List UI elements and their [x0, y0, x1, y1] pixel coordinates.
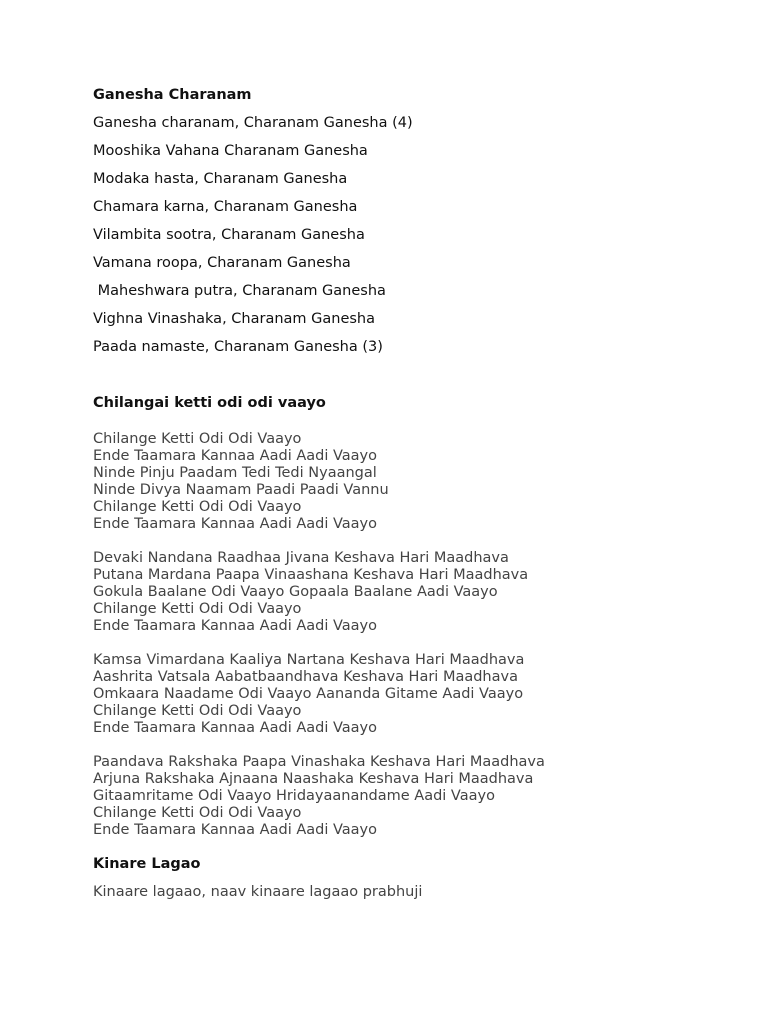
lyric-line: Ninde Pinju Paadam Tedi Tedi Nyaangal — [93, 465, 377, 481]
text-line: Mooshika Vahana Charanam Ganesha — [93, 143, 368, 159]
lyric-line: Gitaamritame Odi Vaayo Hridayaanandame Aadi Vaayo — [93, 788, 495, 804]
lyric-line: Chilange Ketti Odi Odi Vaayo — [93, 805, 302, 821]
section-title: Kinare Lagao — [93, 856, 201, 872]
text-line: Chamara karna, Charanam Ganesha — [93, 199, 358, 215]
lyric-line: Kamsa Vimardana Kaaliya Nartana Keshava Hari Maadhava — [93, 652, 525, 668]
lyric-line: Ende Taamara Kannaa Aadi Aadi Vaayo — [93, 448, 377, 464]
lyric-line: Arjuna Rakshaka Ajnaana Naashaka Keshava Hari Maadhava — [93, 771, 534, 787]
lyric-line: Chilange Ketti Odi Odi Vaayo — [93, 601, 302, 617]
lyric-line: Ende Taamara Kannaa Aadi Aadi Vaayo — [93, 516, 377, 532]
lyric-line: Ende Taamara Kannaa Aadi Aadi Vaayo — [93, 720, 377, 736]
text-line: Maheshwara putra, Charanam Ganesha — [93, 283, 386, 299]
text-line: Paada namaste, Charanam Ganesha (3) — [93, 339, 383, 355]
lyric-line: Chilange Ketti Odi Odi Vaayo — [93, 703, 302, 719]
text-line: Vamana roopa, Charanam Ganesha — [93, 255, 351, 271]
lyric-line: Omkaara Naadame Odi Vaayo Aananda Gitame Aadi Vaayo — [93, 686, 524, 702]
text-line: Modaka hasta, Charanam Ganesha — [93, 171, 348, 187]
lyric-line: Aashrita Vatsala Aabatbaandhava Keshava Hari Maadhava — [93, 669, 518, 685]
lyric-line: Ende Taamara Kannaa Aadi Aadi Vaayo — [93, 618, 377, 634]
section-title: Chilangai ketti odi odi vaayo — [93, 395, 326, 411]
lyric-line: Kinaare lagaao, naav kinaare lagaao prabhuji — [93, 884, 423, 900]
text-line: Vilambita sootra, Charanam Ganesha — [93, 227, 365, 243]
lyric-line: Chilange Ketti Odi Odi Vaayo — [93, 431, 302, 447]
lyric-line: Ninde Divya Naamam Paadi Paadi Vannu — [93, 482, 389, 498]
lyric-line: Devaki Nandana Raadhaa Jivana Keshava Hari Maadhava — [93, 550, 509, 566]
lyric-line: Gokula Baalane Odi Vaayo Gopaala Baalane Aadi Vaayo — [93, 584, 498, 600]
lyric-line: Chilange Ketti Odi Odi Vaayo — [93, 499, 302, 515]
lyric-line: Paandava Rakshaka Paapa Vinashaka Keshava Hari Maadhava — [93, 754, 545, 770]
section-title: Ganesha Charanam — [93, 87, 252, 103]
text-line: Ganesha charanam, Charanam Ganesha (4) — [93, 115, 413, 131]
lyric-line: Putana Mardana Paapa Vinaashana Keshava Hari Maadhava — [93, 567, 529, 583]
text-line: Vighna Vinashaka, Charanam Ganesha — [93, 311, 376, 327]
lyric-line: Ende Taamara Kannaa Aadi Aadi Vaayo — [93, 822, 377, 838]
